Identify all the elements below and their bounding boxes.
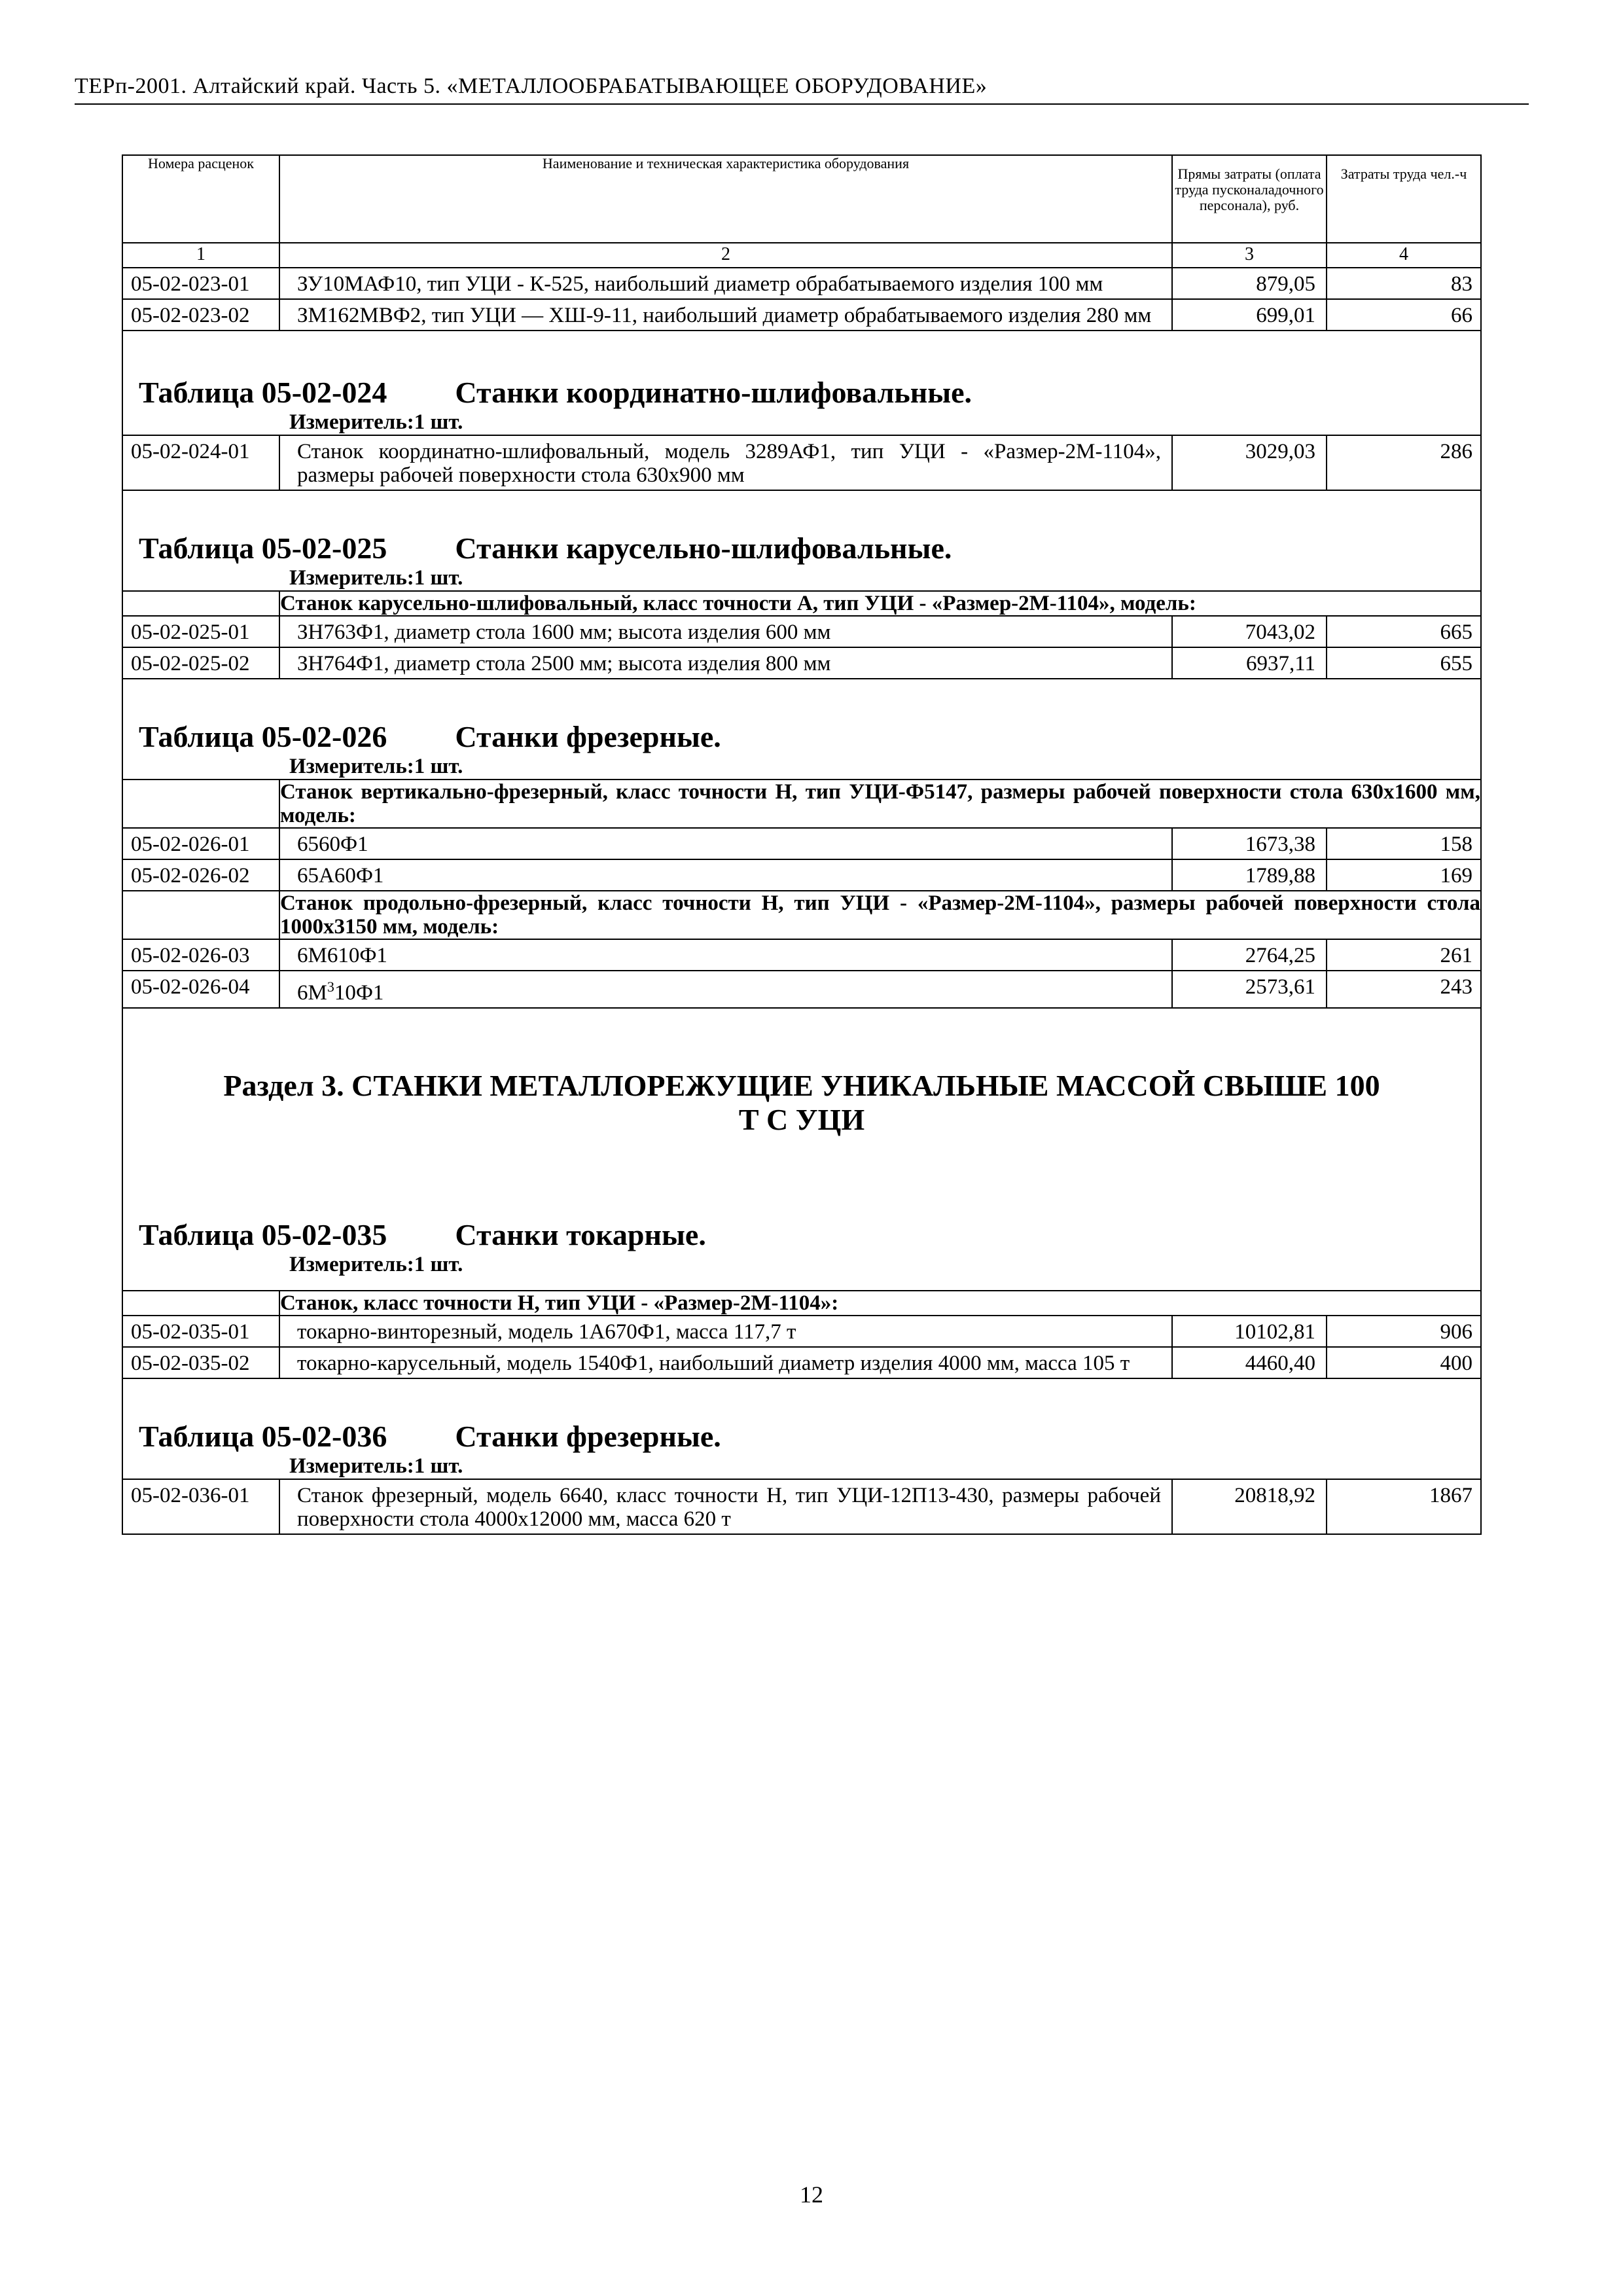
group-heading: Станок карусельно-шлифовальный, класс точности А, тип УЦИ - «Размер-2М-1104», модель: [279,591,1481,616]
rate-code: 05-02-023-01 [122,268,279,299]
group-heading: Станок вертикально-фрезерный, класс точности Н, тип УЦИ-Ф5147, размеры рабочей поверхности стола 630х1600 мм, модель: [280,780,1480,827]
table-row [122,268,1481,299]
labor-cost: 169 [1327,859,1481,891]
table-number: Таблица 05-02-036 [139,1420,387,1453]
rate-code: 05-02-026-01 [122,828,279,859]
col-number: 1 [122,243,279,268]
rate-code: 05-02-035-01 [122,1316,279,1347]
col-number: 2 [279,243,1172,268]
labor-cost: 655 [1327,647,1481,679]
table-title [123,720,1480,754]
table-title [123,531,1480,565]
direct-cost: 1673,38 [1172,828,1327,859]
rate-code: 05-02-025-02 [122,647,279,679]
table-title-row [122,331,1481,435]
group-row [122,780,1481,828]
group-heading: Станок продольно-фрезерный, класс точности Н, тип УЦИ - «Размер-2М-1104», размеры рабочей поверхности стола 1000х3150 мм, модель: [280,891,1480,939]
group-row [122,891,1481,939]
section-row [122,1008,1481,1291]
labor-cost: 665 [1327,616,1481,647]
measure-unit: Измеритель:1 шт. [289,566,463,590]
table-row [122,1479,1481,1534]
col-header-labor: Затраты труда чел.-ч [1327,155,1481,243]
labor-cost: 243 [1327,971,1481,1008]
rate-code: 05-02-026-04 [122,971,279,1008]
rate-code: 05-02-023-02 [122,299,279,331]
rate-description: ЗУ10МАФ10, тип УЦИ - К-525, наибольший диаметр обрабатываемого изделия 100 мм [279,268,1172,299]
direct-cost: 6937,11 [1172,647,1327,679]
group-row [122,591,1481,616]
table-title-row [122,679,1481,780]
rates-table [122,154,1482,1535]
table-row [122,616,1481,647]
col-number: 3 [1172,243,1327,268]
rate-description: ЗМ162МВФ2, тип УЦИ — ХШ-9-11, наибольший диаметр обрабатываемого изделия 280 мм [279,299,1172,331]
direct-cost: 7043,02 [1172,616,1327,647]
labor-cost: 400 [1327,1347,1481,1378]
page-header: ТЕРп-2001. Алтайский край. Часть 5. «МЕТАЛЛООБРАБАТЫВАЮЩЕЕ ОБОРУДОВАНИЕ» [75,73,1529,105]
labor-cost: 286 [1327,435,1481,490]
rate-code: 05-02-026-02 [122,859,279,891]
group-row [122,1291,1481,1316]
rate-code: 05-02-036-01 [122,1479,279,1534]
direct-cost: 20818,92 [1172,1479,1327,1534]
table-title [123,376,1480,410]
rate-description: Станок координатно-шлифовальный, модель 3289АФ1, тип УЦИ - «Размер-2М-1104», размеры рабочей поверхности стола 630х900 мм [279,435,1172,490]
rate-code: 05-02-035-02 [122,1347,279,1378]
rate-description: Станок фрезерный, модель 6640, класс точности Н, тип УЦИ-12П13-430, размеры рабочей поверхности стола 4000х12000 мм, масса 620 т [279,1479,1172,1534]
labor-cost: 83 [1327,268,1481,299]
rate-description: токарно-карусельный, модель 1540Ф1, наибольший диаметр изделия 4000 мм, масса 105 т [279,1347,1172,1378]
table-number: Таблица 05-02-026 [139,720,387,753]
section-title-line: Раздел 3. СТАНКИ МЕТАЛЛОРЕЖУЩИЕ УНИКАЛЬНЫЕ МАССОЙ СВЫШЕ 100 [223,1069,1380,1102]
table-row [122,828,1481,859]
col-header-codes: Номера расценок [122,155,279,243]
direct-cost: 879,05 [1172,268,1327,299]
measure-unit: Измеритель:1 шт. [289,1253,463,1276]
table-number: Таблица 05-02-035 [139,1218,387,1251]
rate-code: 05-02-025-01 [122,616,279,647]
rate-description: 6М610Ф1 [279,939,1172,971]
table-row [122,1347,1481,1378]
measure-unit: Измеритель:1 шт. [289,755,463,778]
col-number: 4 [1327,243,1481,268]
rate-description: 6560Ф1 [279,828,1172,859]
table-row [122,435,1481,490]
group-heading: Станок, класс точности Н, тип УЦИ - «Размер-2М-1104»: [279,1291,1481,1316]
direct-cost: 2573,61 [1172,971,1327,1008]
direct-cost: 2764,25 [1172,939,1327,971]
column-number-row [122,243,1481,268]
column-header-row [122,155,1481,243]
table-name: Станки фрезерные. [455,1420,721,1453]
table-row [122,859,1481,891]
direct-cost: 4460,40 [1172,1347,1327,1378]
direct-cost: 1789,88 [1172,859,1327,891]
rate-description: токарно-винторезный, модель 1А670Ф1, масса 117,7 т [279,1316,1172,1347]
col-header-description: Наименование и техническая характеристика оборудования [279,155,1172,243]
table-title-row [122,1378,1481,1479]
page-number: 12 [800,2181,823,2208]
rate-code: 05-02-024-01 [122,435,279,490]
rate-description: $6М^310Ф1$ [279,971,1172,1008]
table-row [122,299,1481,331]
labor-cost: 66 [1327,299,1481,331]
direct-cost: 10102,81 [1172,1316,1327,1347]
table-row [122,1316,1481,1347]
table-row [122,971,1481,1008]
rate-code: 05-02-026-03 [122,939,279,971]
table-title [123,1420,1480,1454]
table-name: Станки карусельно-шлифовальные. [455,531,952,565]
labor-cost: 1867 [1327,1479,1481,1534]
direct-cost: 699,01 [1172,299,1327,331]
col-header-direct-costs: Прямы затраты (оплата труда пусконаладочного персонала), руб. [1172,155,1327,243]
labor-cost: 158 [1327,828,1481,859]
table-number: Таблица 05-02-025 [139,531,387,565]
section-title-line: Т С УЦИ [738,1103,865,1136]
rate-description: ЗН764Ф1, диаметр стола 2500 мм; высота изделия 800 мм [279,647,1172,679]
table-title [123,1218,1480,1252]
labor-cost: 261 [1327,939,1481,971]
table-title-row [122,490,1481,591]
table-row [122,939,1481,971]
table-name: Станки координатно-шлифовальные. [455,376,972,409]
measure-unit: Измеритель:1 шт. [289,1454,463,1478]
rate-description: 65А60Ф1 [279,859,1172,891]
table-row [122,647,1481,679]
section-title [123,1069,1480,1137]
direct-cost: 3029,03 [1172,435,1327,490]
measure-unit: Измеритель:1 шт. [289,410,463,434]
table-name: Станки токарные. [455,1218,706,1251]
table-number: Таблица 05-02-024 [139,376,387,409]
labor-cost: 906 [1327,1316,1481,1347]
table-name: Станки фрезерные. [455,720,721,753]
rate-description: ЗН763Ф1, диаметр стола 1600 мм; высота изделия 600 мм [279,616,1172,647]
